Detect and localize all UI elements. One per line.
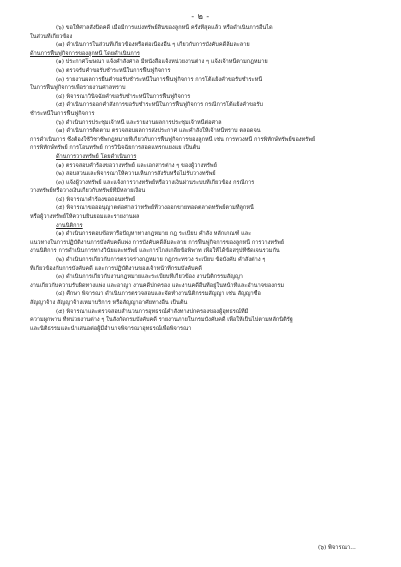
- section-heading: ด้านการวางทรัพย์ โดยดำเนินการ: [56, 153, 137, 160]
- line-text: (๖) ดำเนินการประชุมเจ้าหนี้ และรายงานผลการประชุมเจ้าหนี้ต่อศาล: [56, 119, 222, 126]
- text-line: [30, 187, 375, 196]
- line-text: (๗) ดำเนินการในส่วนที่เกี่ยวข้องหรือต่อเนื่องอื่น ๆ เกี่ยวกับการบังคับคดีล้มละลาย: [56, 42, 250, 49]
- text-line: [30, 325, 375, 334]
- text-line: [30, 204, 375, 213]
- document-body: [30, 24, 375, 333]
- line-text: (๕) พิจารณาขอออนุญาตต่อศาลว่าทรัพย์ที่วางออกขายทอดตลาดทรัพย์ตามที่ลูกหนี้: [56, 205, 254, 212]
- line-text: ความผูกพาน ที่หน่วยงานต่าง ๆ ในสังกัดกรมบังคับคดี รายงานภายในกรมบังคับคดี เพื่อให้เป็นไปตามหลักนิติรัฐ: [30, 317, 293, 324]
- text-line: [30, 101, 375, 110]
- line-text: (๓) แจ้งผู้วางทรัพย์ และแจ้งการวางทรัพย์หรือวางเงินผ่านระบบที่เกี่ยวข้อง กรณีการ: [56, 179, 255, 186]
- line-text: (๕) ดำเนินการออกคำสั่งการขอรับชำระหนี้ในการฟื้นฟูกิจการ กรณีการโต้แย้งคำขอรับ: [56, 102, 263, 109]
- line-text: (๓) รายงานผลการยื่นคำขอรับชำระหนี้ในการฟื้นฟูกิจการ การโต้แย้งคำขอรับชำระหนี้: [56, 76, 263, 83]
- section-heading: ด้านการฟื้นฟูกิจการของลูกหนี้ โดยดำเนินการ: [30, 50, 140, 57]
- line-text: (๒) สอบสวนและพิจารณาให้ความเห็นการสั่งรับหรือไม่รับวางทรัพย์: [56, 171, 216, 178]
- text-line: [30, 256, 375, 265]
- text-line: [30, 162, 375, 171]
- text-line: [30, 127, 375, 136]
- line-text: ที่เกี่ยวข้องกับการบังคับคดี และการปฏิบัติงานของเจ้าหน้าที่กรมบังคับคดี: [30, 265, 202, 272]
- continuation-footer: (๖) พิจารณา...: [318, 545, 356, 551]
- line-text: และนิติธรรมและนำเสนอต่อผู้มีอำนาจพิจารณาอุทธรณ์เพื่อพิจารณา: [30, 325, 192, 332]
- line-text: ในส่วนที่เกี่ยวข้อง: [30, 33, 73, 40]
- text-line: [30, 170, 375, 179]
- line-text: งานเกี่ยวกับความรับผิดทางแพ่ง และอาญา งานคดีปกครอง และงานคดีอื่นที่อยู่ในหน้าที่และอำนาจของกรม: [30, 282, 285, 289]
- line-text: งานนิติการ การดำเนินการทางวินัยและทรัพย์ และการไกล่เกลี่ยข้อพิพาท เพื่อให้ได้ข้อสรุปที่ชัดเจนรวมกัน: [30, 248, 280, 255]
- text-line: [30, 230, 375, 239]
- text-line: [30, 41, 375, 50]
- text-line: [30, 316, 375, 325]
- line-text: (๖) ขอให้ศาลสั่งปิดคดี เมื่อมีการแบ่งทรัพย์สินของลูกหนี้ ครั้งที่สุดแล้ว หรือดำเนินการอื่นได: [56, 25, 273, 31]
- line-text: (๔) พิจารณาคำร้องขอถอนทรัพย์: [56, 196, 136, 203]
- line-text: สัญญาจ้าง สัญญาจ้างเหมาบริการ หรือสัญญาอาศัยทางอื่น เป็นต้น: [30, 300, 188, 306]
- text-line: [30, 58, 375, 67]
- text-line: [30, 50, 375, 59]
- line-text: วางทรัพย์หรือวางเงินเกี่ยวกับทรัพย์ที่มีหลายเงื่อน: [30, 188, 146, 195]
- text-line: [30, 110, 375, 119]
- text-line: [30, 76, 375, 85]
- line-text: (๑) ตรวจสอบคำร้องขอวางทรัพย์ และเอกสารต่าง ๆ ของผู้วางทรัพย์: [56, 162, 217, 169]
- text-line: [30, 213, 375, 222]
- page-number: - ๒ -: [191, 12, 210, 21]
- text-line: [30, 239, 375, 248]
- text-line: [30, 144, 375, 153]
- text-line: [30, 265, 375, 274]
- line-text: การพิทักษ์ทรัพย์ การโอนทรัพย์ การวินิจฉัยการสอดแทรกแยงแย เป็นต้น: [30, 145, 201, 152]
- text-line: [30, 222, 375, 231]
- text-line: [30, 308, 375, 317]
- text-line: [30, 136, 375, 145]
- text-line: [30, 84, 375, 93]
- text-line: [30, 196, 375, 205]
- line-text: (๔) ศึกษา พิจารณา ดำเนินการตรวจสอบและจัดทำงานนิติกรรมสัญญา เช่น สัญญาซื้อ: [56, 291, 261, 298]
- line-text: (๑) ประกาศโฆษณา แจ้งคำสั่งศาล มีหนังสือแจ้งหน่วยงานต่าง ๆ แจ้งเจ้าหนี้ตามกฎหมาย: [56, 59, 268, 66]
- text-line: [30, 93, 375, 102]
- text-line: [30, 67, 375, 76]
- text-line: [30, 247, 375, 256]
- text-line: [30, 273, 375, 282]
- line-text: แนวทางในการปฏิบัติงานการบังคับคดีแพ่ง การบังคับคดีล้มละลาย การฟื้นฟูกิจการของลูกหนี้ การวางทรัพย์: [30, 239, 285, 246]
- line-text: (๑) ดำเนินการตอบข้อหารือปัญหาทางกฎหมาย กฎ ระเบียบ คำสั่ง หลักเกณฑ์ และ: [56, 231, 252, 238]
- line-text: (๔) พิจารณาวินิจฉัยคำขอรับชำระหนี้ในการฟื้นฟูกิจการ: [56, 93, 191, 100]
- line-text: หรือผู้วางทรัพย์ให้ความยินยอมและรายงานผล: [30, 214, 140, 221]
- line-text: (๗) ดำเนินการติดตาม ตรวจสอบผลการส่งประกาศ และคำสั่งให้เจ้าหนี้ทราบ ตลอดจน: [56, 128, 261, 135]
- text-line: [30, 290, 375, 299]
- line-text: การดำเนินการ ซึ่งต้องใช้วิชาชีพกฎหมายที่เกี่ยวกับการฟื้นฟูกิจการของลูกหนี้ เช่น การทวงหนี้ การพิทักษ์ทรัพย์ของทรัพย์: [30, 136, 316, 143]
- section-heading: งานนิติการ: [56, 222, 83, 229]
- line-text: (๒) ตรวจรับคำขอรับชำระหนี้ในการฟื้นฟูกิจการ: [56, 67, 171, 74]
- text-line: [30, 153, 375, 162]
- text-line: [30, 299, 375, 308]
- text-line: [30, 282, 375, 291]
- text-line: [30, 24, 375, 33]
- line-text: ชำระหนี้ในการฟื้นฟูกิจการ: [30, 110, 95, 117]
- text-line: [30, 179, 375, 188]
- line-text: (๒) ดำเนินการเกี่ยวกับการตรวจร่างกฎหมาย กฎกระทรวง ระเบียบ ข้อบังคับ คำสั่งต่าง ๆ: [56, 257, 266, 264]
- text-line: [30, 33, 375, 42]
- line-text: (๓) ดำเนินการเกี่ยวกับงานกฎหมายและระเบียบที่เกี่ยวข้อง งานนิติกรรมสัญญา: [56, 274, 243, 281]
- line-text: ในการฟื้นฟูกิจการเพื่อรายงานศาลทราบ: [30, 85, 126, 92]
- line-text: (๕) พิจารณาและตรวจสอบสำนวนการอุทธรณ์คำสั่งทางปกครองของผู้อุทธรณ์ที่มี: [56, 308, 249, 315]
- text-line: [30, 119, 375, 128]
